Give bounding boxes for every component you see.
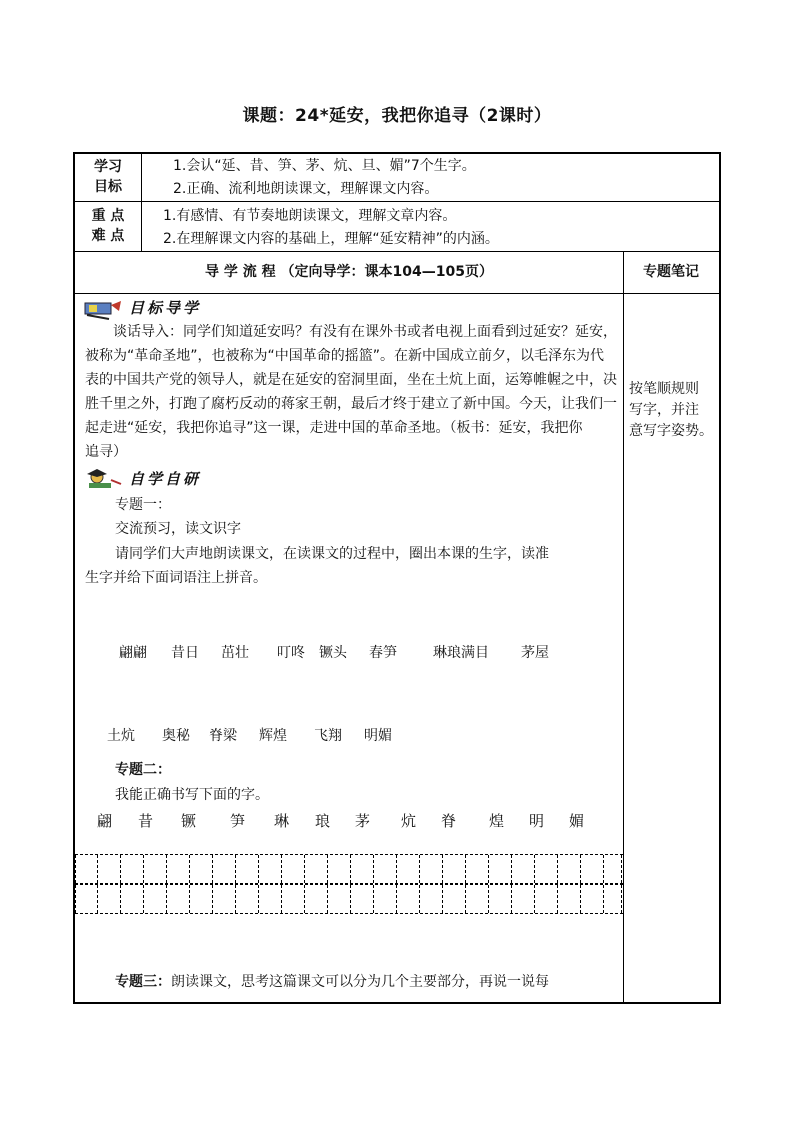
section-target-guide-heading: 目标导学 [129, 299, 202, 317]
objectives-label: 学习 目标 [94, 159, 122, 195]
row-divider [75, 201, 719, 202]
hanzi-char: 笋 [230, 812, 246, 830]
vocab-word: 土炕 [107, 728, 135, 744]
objective-item: 1.会认“延、昔、笋、茅、炕、旦、媚”7个生字。 [173, 158, 476, 174]
topic2-title: 专题二： [115, 762, 171, 778]
hanzi-char: 媚 [569, 812, 585, 830]
key-points-label: 重 点 难 点 [91, 208, 125, 244]
key-point-item: 2.在理解课文内容的基础上，理解“延安精神”的内涵。 [163, 231, 499, 247]
vocab-word: 昔日 [171, 645, 199, 661]
vocab-word: 琳琅满目 [433, 645, 489, 661]
intro-paragraph: 谈话导入：同学们知道延安吗？有没有在课外书或者电视上面看到过延安？延安， 被称为“革命圣地”，也被称为“中国革命的摇篮”。在新中国成立前夕，以毛泽东为代 表的中国共产党的领导人，就是在延安的窑洞里面，坐在土炕上面，运筹帷幄之中，决 胜千里之外，打跑了腐朽反动的蒋家王朝，最后才终于建立了新中国。今天，让我们一 起走进“延安，我把你追寻”这一课，走进中国的革命圣地。（板书：延安，我把你 追寻） [85, 324, 617, 460]
hanzi-char: 脊 [441, 812, 457, 830]
hanzi-char: 琅 [315, 812, 331, 830]
topic3-title: 专题三： [115, 974, 171, 990]
objective-item: 2.正确、流利地朗读课文，理解课文内容。 [173, 181, 439, 197]
lesson-table [73, 152, 721, 1004]
hanzi-char: 琳 [274, 812, 290, 830]
hanzi-char: 明 [529, 812, 545, 830]
vocab-word: 翩翩 [119, 645, 147, 661]
writing-grid-row[interactable] [75, 854, 623, 884]
topic2-instruction: 我能正确书写下面的字。 [115, 787, 269, 803]
process-header: 导 学 流 程 （定向导学：课本104—105页） [205, 264, 493, 280]
col-divider [141, 154, 142, 251]
notes-header: 专题笔记 [643, 264, 699, 280]
vocab-word: 奥秘 [162, 728, 190, 744]
vocab-word: 明媚 [364, 728, 392, 744]
vocab-word: 辉煌 [259, 728, 287, 744]
hanzi-char: 炕 [401, 812, 417, 830]
vocab-word: 脊梁 [209, 728, 237, 744]
key-point-item: 1.有感情、有节奏地朗读课文，理解文章内容。 [163, 208, 457, 224]
target-guide-icon [83, 297, 123, 321]
topic3-line [115, 971, 549, 993]
topic3-text: 朗读课文，思考这篇课文可以分为几个主要部分，再说一说每 [171, 974, 549, 990]
hanzi-char: 翩 [97, 812, 113, 830]
vocab-word: 叮咚 [277, 645, 305, 661]
col-divider [623, 251, 624, 1002]
notes-text: 按笔顺规则 写字，并注 意写字姿势。 [629, 381, 713, 439]
self-study-icon [85, 468, 123, 490]
hanzi-char: 镢 [181, 812, 197, 830]
topic1-subtitle: 交流预习，读文识字 [115, 521, 241, 537]
writing-grid-row[interactable] [75, 884, 623, 914]
vocab-word: 茅屋 [521, 645, 549, 661]
hanzi-char: 昔 [138, 812, 154, 830]
vocab-word: 茁壮 [221, 645, 249, 661]
hanzi-char: 茅 [355, 812, 371, 830]
vocab-word: 春笋 [369, 645, 397, 661]
topic1-title: 专题一： [115, 497, 171, 513]
vocab-word: 镢头 [319, 645, 347, 661]
page-title: 课题：24*延安，我把你追寻（2课时） [242, 106, 552, 126]
vocab-word: 飞翔 [314, 728, 342, 744]
hanzi-char: 煌 [489, 812, 505, 830]
section-self-study-heading: 自学自研 [129, 470, 202, 488]
topic1-instruction: 请同学们大声地朗读课文，在读课文的过程中，圈出本课的生字，读准 生字并给下面词语注上拼音。 [85, 546, 549, 586]
